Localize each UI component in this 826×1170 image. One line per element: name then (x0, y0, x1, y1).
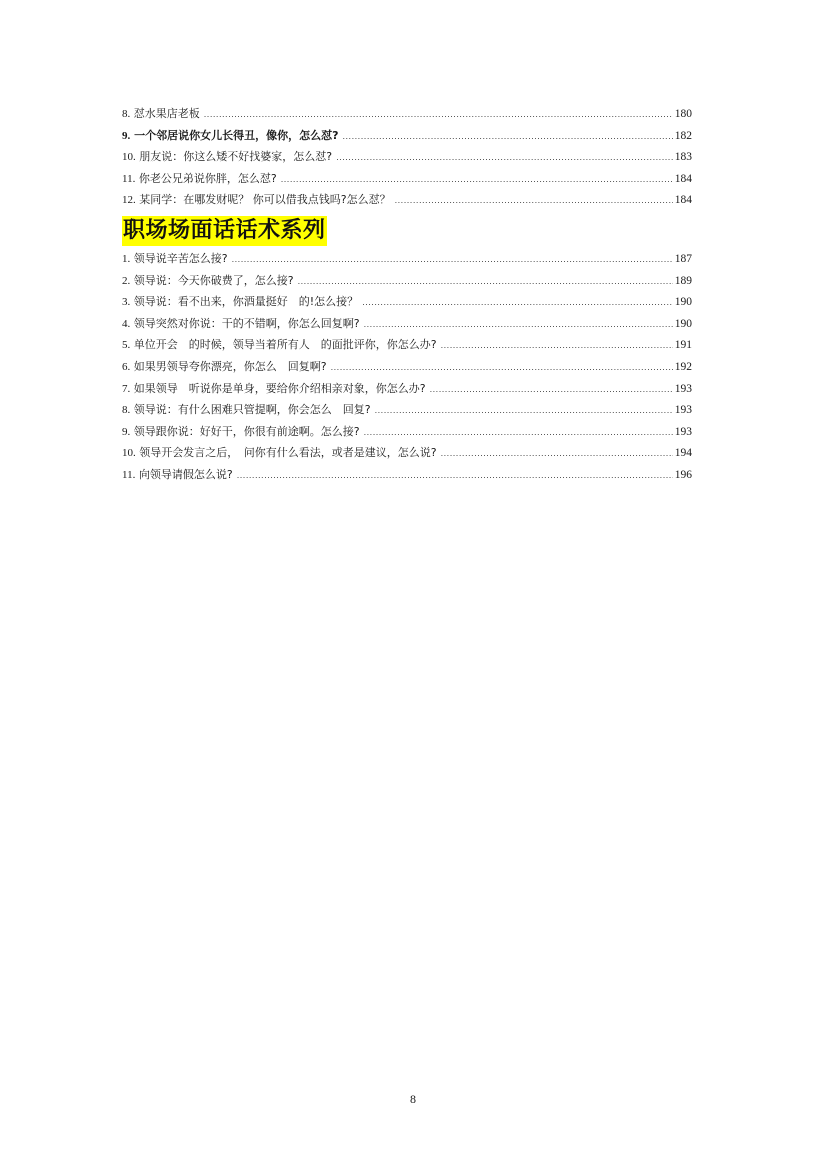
toc-entry-page: 182 (674, 129, 692, 142)
dot-leader (364, 422, 673, 444)
toc-entry-number: 1. (122, 252, 131, 265)
toc-entry-number: 8. (122, 404, 131, 417)
toc-entry-page: 184 (674, 194, 692, 207)
toc-entry[interactable] (122, 378, 692, 400)
dot-leader (430, 379, 673, 401)
toc-entry-title (122, 125, 338, 148)
dot-leader (342, 126, 672, 148)
toc-entry-number: 11. (122, 468, 136, 481)
toc-entry-text: 领导说：今天你破费了，怎么接? (130, 273, 294, 287)
toc-entry[interactable] (122, 313, 692, 335)
toc-entry-title (122, 356, 327, 379)
toc-entry-title (122, 146, 332, 169)
dot-leader (375, 400, 673, 422)
toc-entry-page: 193 (674, 425, 692, 438)
toc-group-1 (122, 103, 692, 211)
toc-entry-text: 领导说：看不出来，你酒量挺好 的!怎么接？ (130, 295, 359, 309)
toc-entry-title (122, 248, 228, 271)
page-number: 8 (410, 1092, 416, 1106)
dot-leader (441, 335, 673, 357)
toc-entry-title (122, 334, 437, 357)
table-of-contents (122, 103, 692, 486)
toc-entry-number: 9. (122, 129, 131, 142)
toc-entry[interactable] (122, 464, 692, 486)
dot-leader (204, 104, 673, 126)
toc-entry-text: 向领导请假怎么说? (135, 467, 233, 481)
toc-entry-title (122, 464, 233, 487)
toc-entry-number: 12. (122, 194, 136, 207)
toc-entry[interactable] (122, 399, 692, 421)
dot-leader (281, 169, 673, 191)
toc-entry-text: 你老公兄弟说你胖，怎么怼? (135, 171, 277, 185)
toc-entry-page: 183 (674, 151, 692, 164)
toc-entry-number: 5. (122, 339, 131, 352)
toc-entry[interactable] (122, 103, 692, 125)
toc-entry-number: 11. (122, 172, 136, 185)
toc-entry-page: 190 (674, 317, 692, 330)
toc-entry-page: 194 (674, 447, 692, 460)
toc-entry-text: 一个邻居说你女儿长得丑，像你，怎么怼? (130, 128, 339, 142)
toc-entry[interactable] (122, 168, 692, 190)
dot-leader (395, 190, 673, 212)
toc-entry-page: 191 (674, 339, 692, 352)
toc-entry[interactable] (122, 248, 692, 270)
toc-entry[interactable] (122, 189, 692, 211)
toc-entry-number: 10. (122, 151, 136, 164)
dot-leader (331, 357, 673, 379)
toc-entry[interactable] (122, 291, 692, 313)
toc-entry-text: 领导跟你说：好好干，你很有前途啊。怎么接? (130, 424, 360, 438)
toc-entry-title (122, 291, 358, 314)
toc-group-2 (122, 248, 692, 486)
dot-leader (364, 314, 673, 336)
toc-entry-page: 189 (674, 274, 692, 287)
toc-entry-number: 10. (122, 447, 136, 460)
toc-entry-number: 3. (122, 296, 131, 309)
dot-leader (232, 249, 673, 271)
dot-leader (336, 147, 673, 169)
toc-entry[interactable] (122, 270, 692, 292)
toc-entry-page: 193 (674, 382, 692, 395)
toc-entry-page: 192 (674, 360, 692, 373)
toc-entry[interactable] (122, 442, 692, 464)
toc-entry[interactable] (122, 421, 692, 443)
toc-entry-title (122, 378, 426, 401)
toc-entry-text: 怼水果店老板 (130, 107, 200, 120)
toc-entry-title (122, 399, 371, 422)
toc-entry-title (122, 442, 437, 465)
toc-entry-text: 领导说：有什么困难只管提啊，你会怎么 回复? (130, 403, 371, 417)
toc-entry-page: 196 (674, 468, 692, 481)
toc-entry[interactable] (122, 334, 692, 356)
toc-entry-text: 领导说辛苦怎么接? (130, 251, 228, 265)
toc-entry-page: 187 (674, 252, 692, 265)
toc-entry-number: 6. (122, 360, 131, 373)
toc-entry-text: 领导突然对你说：干的不错啊，你怎么回复啊? (130, 316, 360, 330)
toc-entry-page: 193 (674, 404, 692, 417)
toc-entry[interactable] (122, 125, 692, 147)
toc-entry-title (122, 313, 360, 336)
dot-leader (362, 292, 673, 314)
toc-entry-number: 4. (122, 317, 131, 330)
toc-entry-number: 9. (122, 425, 131, 438)
dot-leader (441, 443, 673, 465)
toc-entry[interactable] (122, 356, 692, 378)
toc-entry-title (122, 421, 360, 444)
toc-entry-number: 8. (122, 108, 131, 120)
dot-leader (298, 271, 673, 293)
toc-entry-number: 2. (122, 274, 131, 287)
toc-entry-title (122, 189, 391, 212)
toc-entry-page: 180 (674, 108, 692, 120)
toc-entry-text: 朋友说：你这么矮不好找婆家，怎么怼? (135, 150, 333, 164)
toc-entry[interactable] (122, 146, 692, 168)
toc-entry-title (122, 270, 294, 293)
toc-entry-title (122, 103, 200, 126)
toc-entry-text: 某同学：在哪发财呢？ 你可以借我点钱吗?怎么怼？ (135, 193, 391, 207)
dot-leader (237, 465, 673, 487)
toc-entry-text: 领导开会发言之后， 问你有什么看法，或者是建议，怎么说? (135, 446, 437, 460)
toc-entry-page: 190 (674, 296, 692, 309)
toc-entry-text: 如果领导 听说你是单身，要给你介绍相亲对象，你怎么办? (130, 381, 426, 395)
toc-entry-number: 7. (122, 382, 131, 395)
toc-entry-text: 单位开会 的时候，领导当着所有人 的面批评你，你怎么办? (130, 338, 437, 352)
section-title: 职场场面话话术系列 (122, 216, 327, 246)
toc-entry-title (122, 168, 277, 191)
toc-entry-page: 184 (674, 172, 692, 185)
toc-entry-text: 如果男领导夸你漂亮，你怎么 回复啊? (130, 359, 327, 373)
